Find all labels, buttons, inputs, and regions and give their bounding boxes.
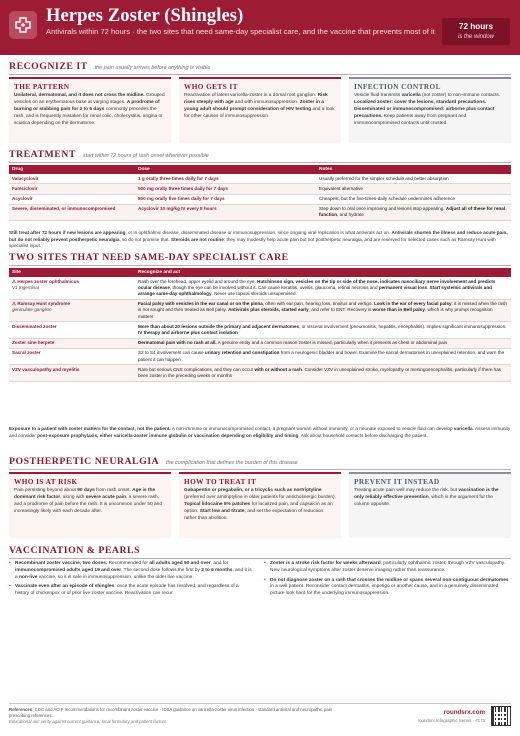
card-title: WHO IS AT RISK xyxy=(14,477,78,486)
site-subtitle: geniculate ganglion xyxy=(12,307,52,313)
table-header-row xyxy=(9,165,511,174)
bullet-item: • Vaccinate even after an episode of shingles, once the acute episode has resolved, and regardless of a history of chickenpox or of prior live zoster vaccine. Reactivation can recur. xyxy=(9,584,254,598)
bullet-item: • Recombinant zoster vaccine, two doses. Recommended for all adults aged 50 and over, and for immunocompromised adults aged 19 and over. The second dose follows the first by 2 to 6 months, and it is a non-live vaccine, so it is safe in immunosuppression, unlike the older live vaccine. xyxy=(9,561,254,581)
action-cell: Rash over the forehead, upper eyelid and around the eye. Hutchinson sign, vesicles on the tip or side of the nose, indicates nasociliary nerve involvement and predicts ocular disease, though the eye can be involved without it. Can cause keratitis, uveitis, glaucoma, retinal necrosis and permanent visual loss. Start systemic antivirals and arrange same-day ophthalmology. Never use topical steroids unsupervised xyxy=(135,277,511,299)
section-subtitle: the pain usually arrives before anything is visible xyxy=(94,65,211,71)
column-header: Dose xyxy=(135,165,316,174)
card-the-pattern xyxy=(9,77,171,143)
card-title: HOW TO TREAT IT xyxy=(184,477,257,486)
logo xyxy=(9,11,37,39)
site-cell xyxy=(9,365,135,381)
card-who-gets-it xyxy=(179,77,341,143)
notes-cell: Cheapest, but the five-times-daily schedule undermines adherence xyxy=(316,194,511,204)
drug-cell: Acyclovir xyxy=(9,194,135,204)
table-row xyxy=(9,194,511,204)
section-divider xyxy=(9,162,511,163)
site-name: Herpes zoster ophthalmicus xyxy=(17,278,79,284)
table-row xyxy=(9,348,511,364)
section-divider xyxy=(9,469,511,470)
dose-cell: 800 mg orally five times daily for 7 days xyxy=(135,194,316,204)
action-cell: More than about 20 lesions outside the primary and adjacent dermatomes, or visceral involvement (pneumonitis, hepatitis, encephalitis). Implies significant immunosuppression. IV therapy and airborne plus contact isolation xyxy=(135,322,511,338)
table-row xyxy=(9,204,511,220)
card-who-is-at-risk xyxy=(9,472,171,538)
card-body: Gabapentin or pregabalin, or a tricyclic such as nortriptyline (preferred over amitriptyline in older patients for anticholinergic burden). Topical lidocaine 5% patches for localized pain, and capsaicin as an option. Start low and titrate, and set the expectation of reduction rather than abolition. xyxy=(184,488,336,521)
table-row xyxy=(9,174,511,184)
site-name: Ramsay Hunt syndrome xyxy=(17,301,70,307)
window-value: 72 hours xyxy=(458,22,494,31)
card-body: Vesicle fluid transmits varicella (not zoster) to non-immune contacts. Localized zoster: cover the lesions, standard precautions. Disseminated or immunocompromised: airborne plus contact precautions. Keep patients away from pregnant and immunocompromised contacts until crusted. xyxy=(354,93,501,126)
card-body: Treating acute pain well may reduce the risk, but vaccination is the only reliably effective prevention, which is the argument for the column opposite. xyxy=(354,488,499,508)
treatment-table xyxy=(9,165,511,221)
section-subtitle: start within 72 hours of rash onset wherever possible xyxy=(82,153,209,159)
site-name: Zoster sine herpete xyxy=(12,340,55,346)
footer-brand xyxy=(418,709,485,724)
notes-cell: Usually preferred for the simpler schedule and better absorption xyxy=(316,174,511,184)
card-body: Pain persisting beyond about 90 days from rash onset. Age is the dominant risk factor, along with severe acute pain, a severe rash, and a prodrome of pain before the rash. It is uncommon under 50 and increasingly likely with each decade after. xyxy=(14,488,162,514)
card-prevent-it-instead xyxy=(349,472,511,538)
sites-table xyxy=(9,268,511,382)
card-infection-control xyxy=(349,77,511,143)
page-subtitle: Antivirals within 72 hours · the two sites that need same-day specialist care, and the vaccine that prevents most of it xyxy=(46,27,435,36)
section-treatment xyxy=(9,149,209,162)
site-name: Disseminated zoster xyxy=(12,323,57,329)
card-title: PREVENT IT INSTEAD xyxy=(354,477,440,486)
window-caption: is the window xyxy=(457,33,495,40)
section-title: RECOGNIZE IT xyxy=(9,61,88,72)
warning-icon: ⚠ xyxy=(12,278,18,284)
table-row xyxy=(9,322,511,338)
references-label: References: xyxy=(9,707,34,712)
card-how-to-treat-it xyxy=(179,472,341,538)
site-cell xyxy=(9,338,135,348)
action-cell: Rare but serious CNS complications, and they can occur with or without a rash. Consider VZV in unexplained stroke, myelopathy or meningoencephalitis, particularly if there has been zoster in the preceding weeks or months xyxy=(135,365,511,381)
site-cell xyxy=(9,277,135,299)
rx-cross-icon xyxy=(14,16,32,34)
section-divider xyxy=(9,265,511,266)
column-header: Recognize and act xyxy=(135,268,511,277)
site-name: Sacral zoster xyxy=(12,350,41,356)
column-header: Drug xyxy=(9,165,135,174)
card-body: Reactivation of latent varicella-zoster in a dorsal root ganglion. Risk rises steeply with age and with immunosuppression. Zoster in a young adult should prompt consideration of HIV testing and a look for other causes of immunosuppression. xyxy=(184,93,335,119)
action-cell: Facial palsy with vesicles in the ear canal or on the pinna, often with ear pain, hearing loss, tinnitus and vertigo. Look in the ear of every facial palsy: it is missed when the rash is not sought and then treated as Bell palsy. Antivirals plus steroids, started early, and refer to ENT. Recovery is worse than in Bell palsy, which is why prompt recognition matters xyxy=(135,299,511,322)
qr-code-icon xyxy=(491,706,511,726)
section-phn xyxy=(9,456,298,469)
references-text: CDC and ACIP recommendations for recombinant zoster vaccine · IDSA guidance on varicella-zoster virus infection · standard antiviral and neuropathic pain prescribing references. xyxy=(9,707,333,719)
section-divider xyxy=(9,74,511,75)
warning-icon: ⚠ xyxy=(12,301,18,307)
site-cell xyxy=(9,299,135,322)
footer xyxy=(9,703,511,726)
pearls-left-column xyxy=(9,561,254,601)
dose-cell: Acyclovir 10 mg/kg IV every 8 hours xyxy=(135,204,316,220)
card-title: WHO GETS IT xyxy=(184,82,238,91)
section-divider xyxy=(9,558,511,559)
dose-cell: 1 g orally three times daily for 7 days xyxy=(135,174,316,184)
exposure-note: Exposure to a patient with zoster matters for the contact, not the patient. A non-immune or immunocompromised contact, a pregnant woman without immunity, or a neonate exposed to vesicle fluid can develop varicella. Assess immunity and consider post-exposure prophylaxis, either varicella-zoster immune globulin or vaccination depending on eligibility and timing. Ask about household contacts before discharging the patient. xyxy=(9,426,511,438)
treatment-window-badge xyxy=(442,18,510,45)
section-title: TWO SITES THAT NEED SAME-DAY SPECIALIST CARE xyxy=(9,252,289,263)
section-recognize xyxy=(9,61,210,74)
table-row xyxy=(9,277,511,299)
section-title: POSTHERPETIC NEURALGIA xyxy=(9,456,160,467)
section-subtitle: the complication that defines the burden of this disease xyxy=(166,460,298,466)
series-label: roundsrx Infographic Series · #173 xyxy=(417,718,485,724)
site-link[interactable]: roundsrx.com xyxy=(443,709,485,716)
header-banner xyxy=(0,0,520,55)
section-title: TREATMENT xyxy=(9,149,76,160)
references xyxy=(9,707,339,726)
drug-cell: Severe, disseminated, or immunocompromised xyxy=(9,204,135,220)
site-cell xyxy=(9,348,135,364)
card-body: Unilateral, dermatomal, and it does not cross the midline. Grouped vesicles on an erythematous base at varying stages. A prodrome of burning or stabbing pain for 2 to 5 days commonly precedes the rash, and is frequently mistaken for renal colic, cholecystitis, angina or sciatica depending on the dermatome. xyxy=(14,93,165,126)
notes-cell: Equivalent alternative xyxy=(316,184,511,194)
site-cell xyxy=(9,322,135,338)
treatment-note: Still treat after 72 hours if new lesions are appearing, or in ophthalmic disease, disseminated disease or immunosuppression, since ongoing viral replication is what antivirals act on. Antivirals shorten the illness and reduce acute pain, but do not reliably prevent postherpetic neuralgia, so do not promise that. Steroids are not routine: they may modestly help acute pain but not postherpetic neuralgia, and are reserved for selected cases such as Ramsay Hunt with specialist input. xyxy=(9,230,508,249)
pearls-right-column xyxy=(264,561,511,601)
column-header: Notes xyxy=(316,165,511,174)
bullet-item: • Do not diagnose zoster on a rash that crosses the midline or spans several non-contiguous dermatomes in a well patient. Reconsider contact dermatitis, impetigo or another cause, and in a genuinely disseminated picture look hard for the underlying immunosuppression. xyxy=(264,578,511,598)
drug-cell: Valacyclovir xyxy=(9,174,135,184)
section-vaccination xyxy=(9,545,140,558)
action-cell: Dermatomal pain with no rash at all. A genuine entity and a common reason zoster is missed, particularly when it presents as chest or abdominal pain xyxy=(135,338,511,348)
site-subtitle: V1 trigeminal xyxy=(12,284,39,290)
table-row xyxy=(9,365,511,381)
drug-cell: Famciclovir xyxy=(9,184,135,194)
table-row xyxy=(9,299,511,322)
card-title: THE PATTERN xyxy=(14,82,70,91)
card-title: INFECTION CONTROL xyxy=(354,82,441,91)
table-header-row xyxy=(9,268,511,277)
table-row xyxy=(9,184,511,194)
site-name: VZV vasculopathy and myelitis xyxy=(12,366,80,372)
table-row xyxy=(9,338,511,348)
section-sites xyxy=(9,252,289,265)
page-title: Herpes Zoster (Shingles) xyxy=(46,6,244,26)
section-title: VACCINATION & PEARLS xyxy=(9,545,141,556)
dose-cell: 500 mg orally three times daily for 7 days xyxy=(135,184,316,194)
bullet-item: • Zoster is a stroke risk factor for weeks afterward, particularly ophthalmic zoster, through VZV vasculopathy. New neurological symptoms after zoster deserve imaging rather than reassurance. xyxy=(264,561,511,575)
notes-cell: Step down to oral once improving and lesions stop appearing. Adjust all of these for renal function, and hydrate xyxy=(316,204,511,220)
column-header: Site xyxy=(9,268,135,277)
action-cell: S2 to S4 involvement can cause urinary retention and constipation from a neurogenic bladder and bowel. Examine the sacral dermatomes in unexplained retention, and warn the patient it can happen xyxy=(135,348,511,364)
disclaimer: Educational aid; verify against current guidance, local formulary and patient factors. xyxy=(9,719,168,725)
